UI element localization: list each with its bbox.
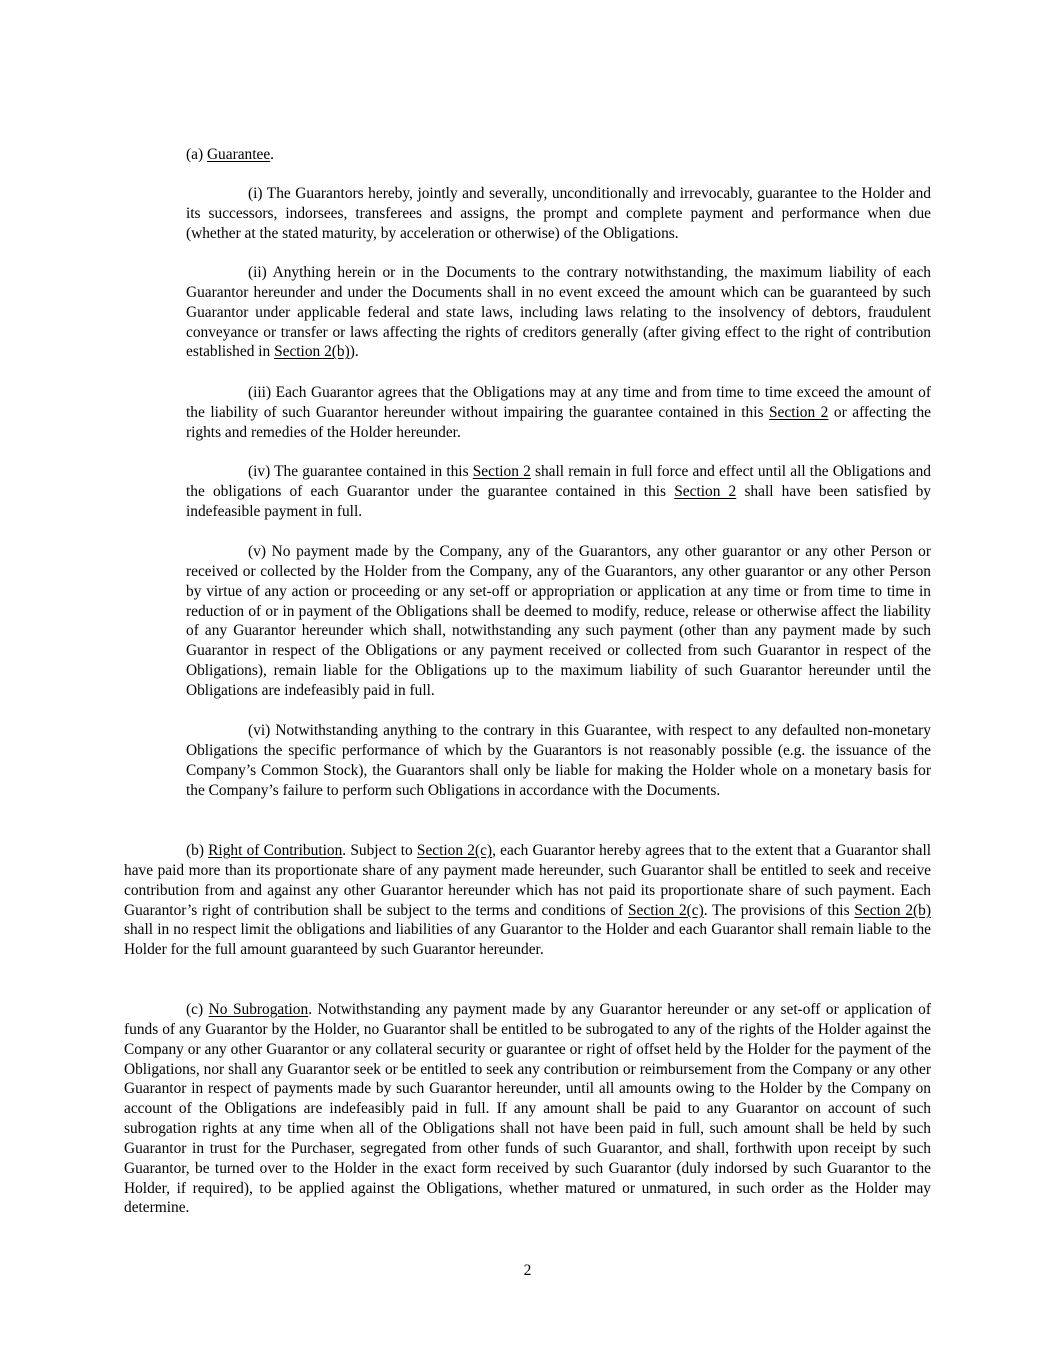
section-b-right-of-contribution: (b) Right of Contribution. Subject to Section 2(c), each Guarantor hereby agrees that to the extent that a Guarantor shall have paid more than its proportionate share of any payment made hereunder, such Guarantor shall be entitled to seek and receive contribution from and against any other Guarantor hereunder which has not paid its proportionate share of such payment. Each Guarantor’s right of contribution shall be subject to the terms and conditions of Section 2(c). The provisions of this Section 2(b) shall in no respect limit the obligations and liabilities of any Guarantor to the Holder and each Guarantor shall remain liable to the Holder for the full amount guaranteed by such Guarantor hereunder. <box>124 842 932 959</box>
section-reference: Section 2(c) <box>416 842 493 859</box>
page-number: 2 <box>523 1262 532 1279</box>
section-c-no-subrogation: (c) No Subrogation. Notwithstanding any payment made by any Guarantor hereunder or any set-off or application of funds of any Guarantor by the Holder, no Guarantor shall be entitled to be subrogated to any of the rights of the Holder against the Company or any other Guarantor or any collateral security or guarantee or right of offset held by the Holder for the payment of the Obligations, nor shall any Guarantor seek or be entitled to seek any contribution or reimbursement from the Company or any other Guarantor in respect of payments made by such Guarantor hereunder, until all amounts owing to the Holder by the Company on account of the Obligations are indefeasibly paid in full. If any amount shall be paid to any Guarantor on account of such subrogation rights at any time when all of the Obligations shall not have been paid in full, such amount shall be held by such Guarantor in trust for the Purchaser, segregated from other funds of such Guarantor, and shall, forthwith upon receipt by such Guarantor, be turned over to the Holder in the exact form received by such Guarantor (duly indorsed by such Guarantor to the Holder, if required), to be applied against the Obligations, whether matured or unmatured, in such order as the Holder may determine. <box>124 1001 931 1217</box>
paragraph-iii: (iii) Each Guarantor agrees that the Obligations may at any time and from time to time exceed the amount of the liability of such Guarantor hereunder without impairing the guarantee contained in this Section 2 or affecting the rights and remedies of the Holder hereunder. <box>186 384 931 441</box>
paragraph-ii: (ii) Anything herein or in the Documents to the contrary notwithstanding, the maximum liability of each Guarantor hereunder and under the Documents shall in no event exceed the amount which can be guaranteed by such Guarantor under applicable federal and state laws, including laws relating to the insolvency of debtors, fraudulent conveyance or transfer or laws affecting the rights of creditors generally (after giving effect to the right of contribution established in Section 2(b)). <box>186 264 931 361</box>
heading-title: Guarantee <box>206 146 271 163</box>
section-reference: Section 2 <box>472 463 531 480</box>
section-title: No Subrogation <box>208 1001 309 1018</box>
paragraph-iv: (iv) The guarantee contained in this Section 2 shall remain in full force and effect until all the Obligations and the obligations of each Guarantor under the guarantee contained in this Section 2 shall have been satisfied by indefeasible payment in full. <box>186 463 931 520</box>
section-reference: Section 2 <box>768 403 829 421</box>
section-reference: Section 2(b) <box>274 343 350 361</box>
section-reference: Section 2 <box>674 482 737 500</box>
paragraph-v: (v) No payment made by the Company, any of the Guarantors, any other guarantor or any other Person or received or collected by the Holder from the Company, any of the Guarantors, any other guarantor or any other Person by virtue of any action or proceeding or any set-off or appropriation or application at any time or from time to time in reduction of or in payment of the Obligations shall be deemed to modify, reduce, release or otherwise affect the liability of any Guarantor hereunder which shall, notwithstanding any such payment (other than any payment made by such Guarantor in respect of the Obligations or any payment received or collected from such Guarantor in respect of the Obligations), remain liable for the Obligations up to the maximum liability of such Guarantor hereunder until the Obligations are indefeasibly paid in full. <box>186 543 931 699</box>
section-heading-guarantee: (a) Guarantee. <box>186 146 275 163</box>
section-reference: Section 2(b) <box>854 901 931 919</box>
section-title: Right of Contribution <box>208 842 343 859</box>
paragraph-i: (i) The Guarantors hereby, jointly and severally, unconditionally and irrevocably, guarantee to the Holder and its successors, indorsees, transferees and assigns, the prompt and complete payment and performance when due (whether at the stated maturity, by acceleration or otherwise) of the Obligations. <box>186 185 931 242</box>
section-reference: Section 2(c) <box>627 901 704 919</box>
paragraph-vi: (vi) Notwithstanding anything to the contrary in this Guarantee, with respect to any defaulted non-monetary Obligations the specific performance of which by the Guarantors is not reasonably possible (e.g. the issuance of the Company’s Common Stock), the Guarantors shall only be liable for making the Holder whole on a monetary basis for the Company’s failure to perform such Obligations in accordance with the Documents. <box>186 722 931 799</box>
